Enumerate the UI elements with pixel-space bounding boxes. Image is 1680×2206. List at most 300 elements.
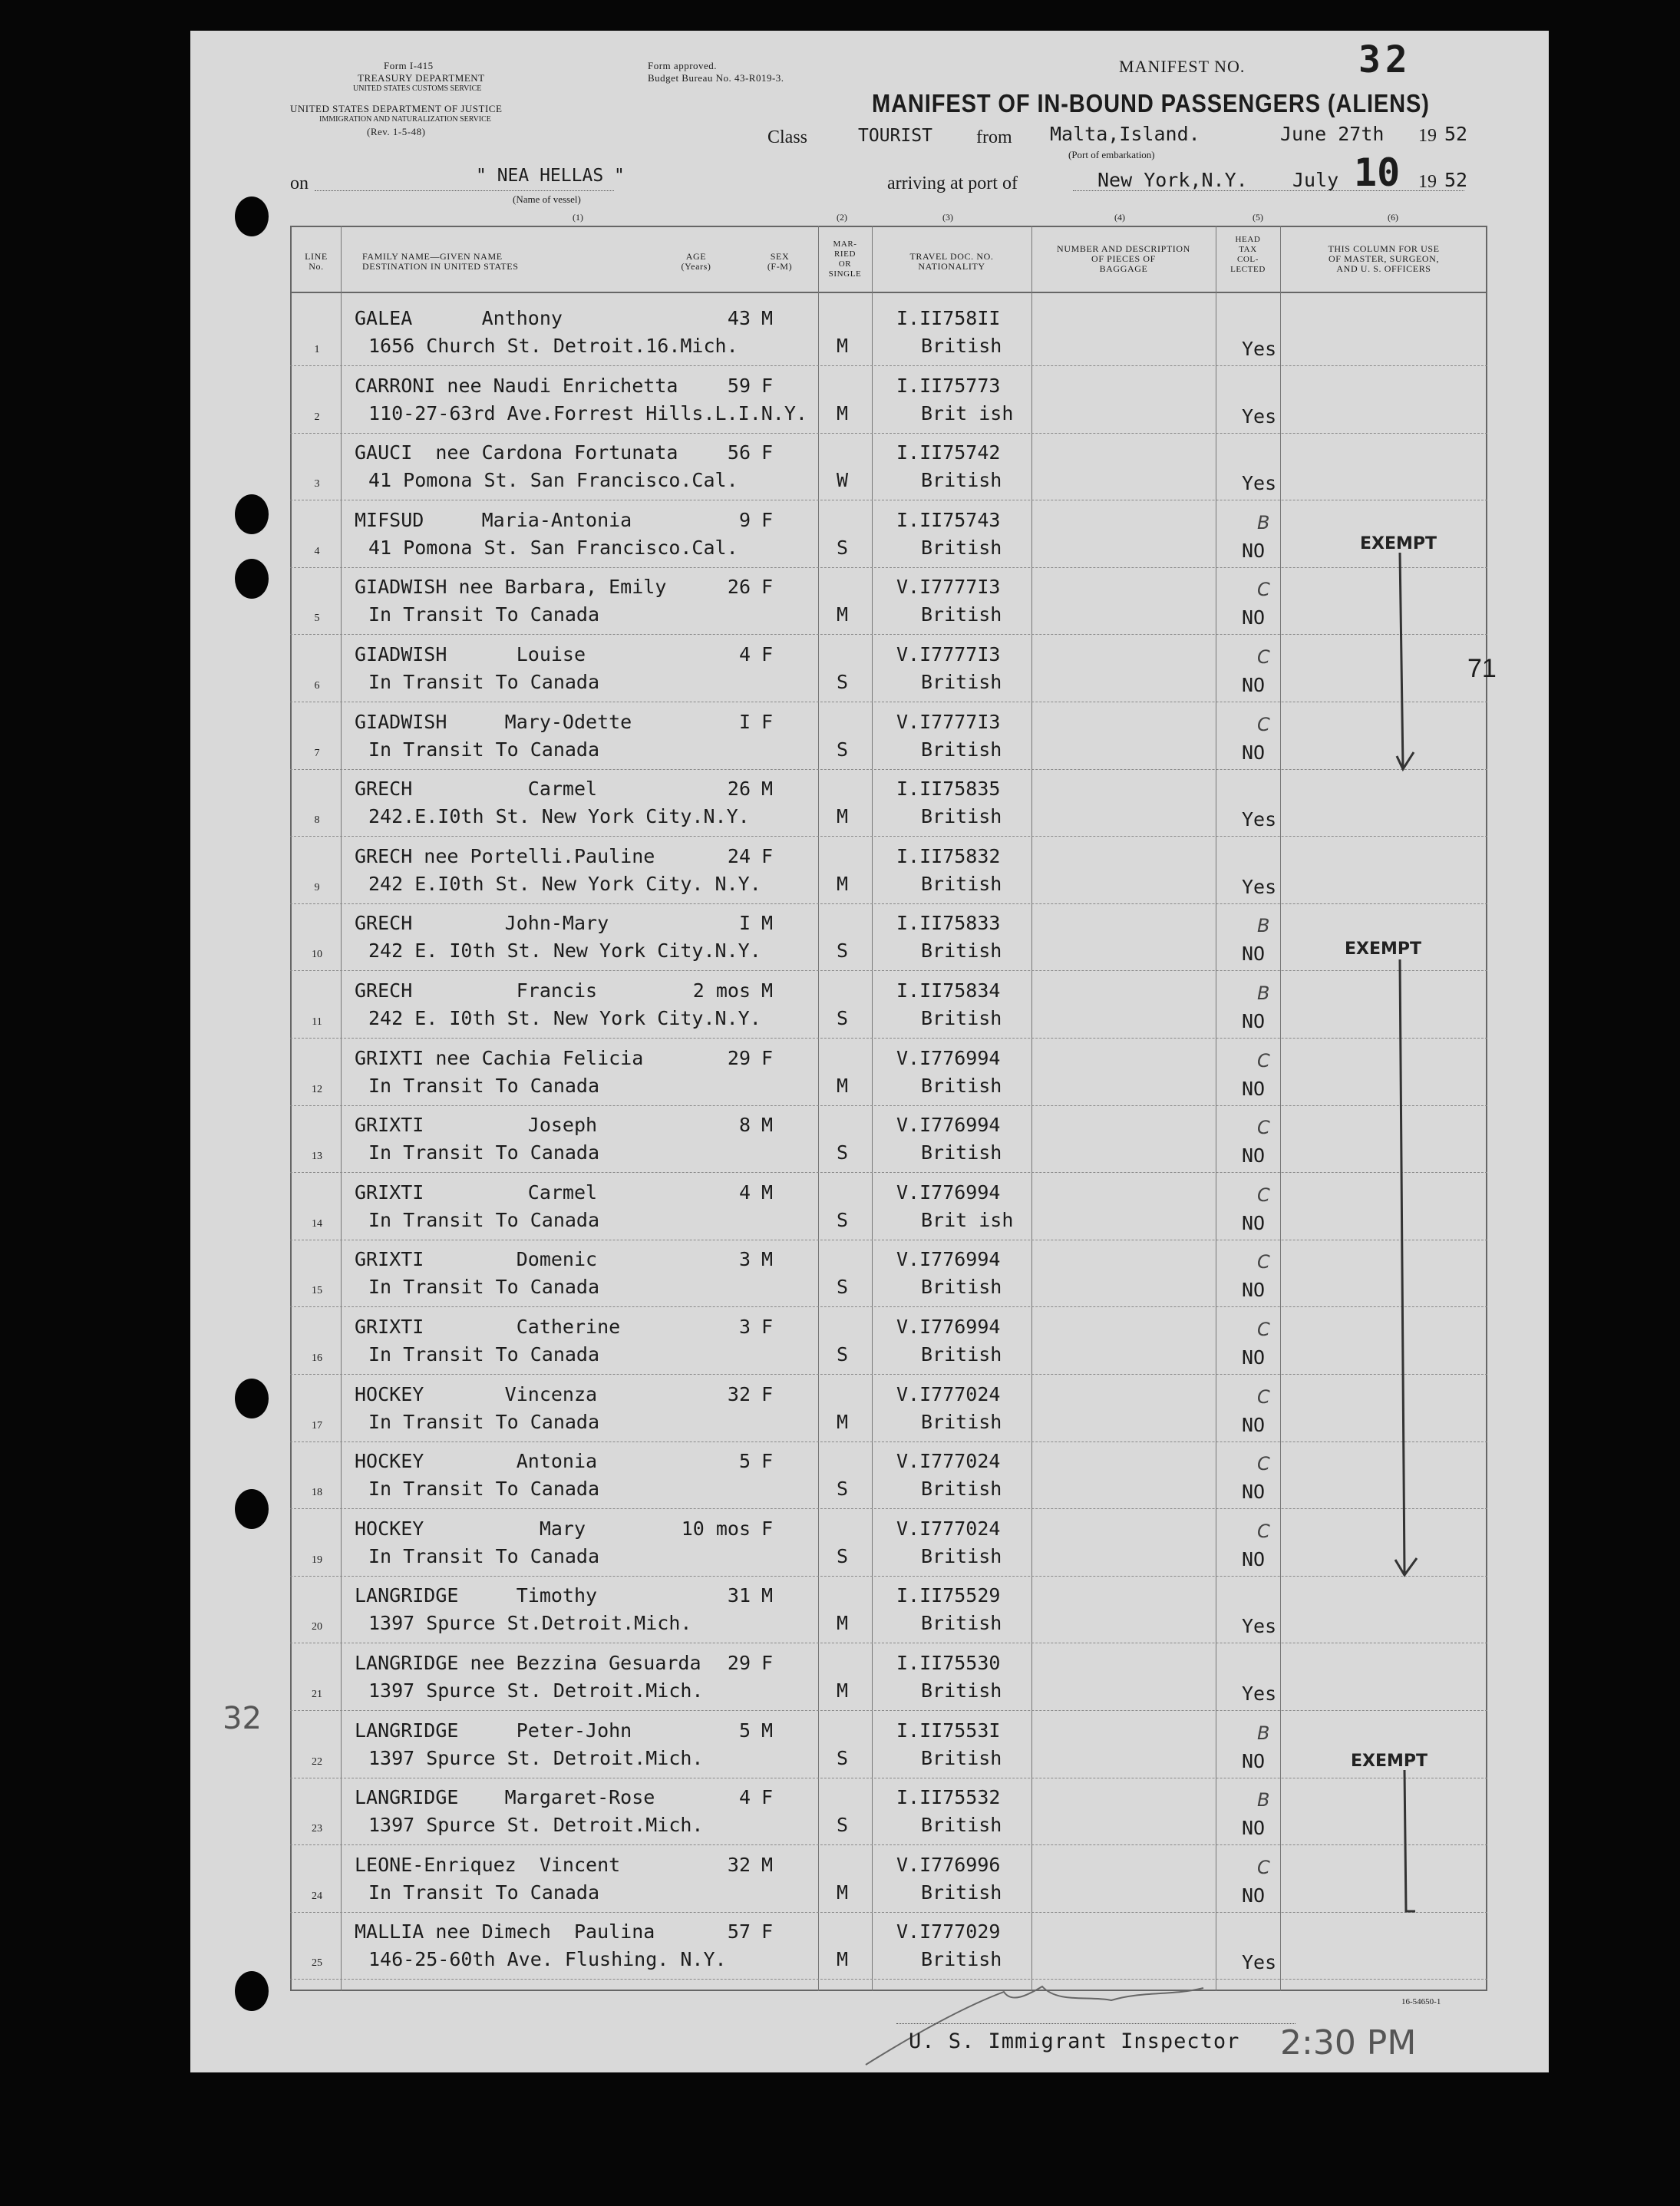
class-label: Class: [767, 127, 808, 147]
marital-status: M: [837, 402, 849, 424]
passenger-destination: 242 E. I0th St. New York City.N.Y.: [368, 1007, 761, 1029]
binder-hole: [235, 1379, 269, 1418]
time-note: 2:30 PM: [1280, 2023, 1417, 2062]
line-number: 24: [312, 1891, 322, 1902]
line-number: 11: [312, 1016, 322, 1028]
printer-code: 16-54650-1: [1401, 1997, 1441, 2006]
travel-doc-no: V.I7777I3: [896, 576, 1001, 598]
line-number: 5: [314, 613, 320, 624]
line-number: 25: [312, 1957, 322, 1969]
marital-status: M: [837, 603, 849, 626]
embarkation-port: Malta,Island.: [1050, 123, 1200, 145]
passenger-age: 24: [727, 845, 751, 867]
binder-hole: [235, 494, 269, 534]
vessel-name: " NEA HELLAS ": [476, 166, 625, 186]
passenger-destination: 242 E.I0th St. New York City. N.Y.: [368, 873, 761, 895]
passenger-name: MIFSUD Maria-Antonia: [355, 509, 632, 531]
column-number-1: (1): [573, 212, 583, 223]
exempt-annotation-2: EXEMPT: [1345, 940, 1422, 959]
nationality: British: [921, 805, 1002, 827]
tax-class-mark: C: [1257, 1857, 1270, 1878]
arrival-year: 52: [1444, 169, 1468, 191]
exempt-annotation-1: EXEMPT: [1360, 534, 1437, 553]
passenger-age: 4: [738, 1181, 751, 1204]
passenger-name: HOCKEY Mary: [355, 1517, 586, 1540]
treasury-department: TREASURY DEPARTMENT: [358, 72, 485, 84]
exempt-annotation-3: EXEMPT: [1351, 1752, 1428, 1771]
passenger-name: MALLIA nee Dimech Paulina: [355, 1920, 655, 1943]
passenger-destination: 146-25-60th Ave. Flushing. N.Y.: [368, 1948, 727, 1970]
passenger-name: GRECH nee Portelli.Pauline: [355, 845, 655, 867]
embarkation-caption: (Port of embarkation): [1068, 149, 1155, 160]
marital-status: M: [837, 873, 849, 895]
form-approved: Form approved.: [648, 60, 718, 71]
marital-status: S: [837, 1007, 849, 1029]
head-tax: NO: [1242, 1078, 1266, 1100]
embarkation-year-prefix: 19: [1418, 126, 1437, 146]
marital-status: S: [837, 1343, 849, 1366]
travel-doc-no: V.I777024: [896, 1383, 1001, 1405]
passenger-sex: M: [761, 1248, 774, 1270]
line-number: 8: [314, 814, 320, 826]
travel-doc-no: V.I776994: [896, 1316, 1001, 1338]
passenger-name: GRECH John-Mary: [355, 912, 609, 934]
passenger-age: 3: [738, 1316, 751, 1338]
passenger-sex: M: [761, 912, 774, 934]
head-tax: NO: [1242, 1414, 1266, 1436]
arrival-day: 10: [1354, 150, 1401, 195]
head-tax: Yes: [1242, 808, 1277, 831]
head-tax: Yes: [1242, 405, 1277, 428]
travel-doc-no: V.I776994: [896, 1181, 1001, 1204]
head-tax: NO: [1242, 1884, 1266, 1907]
travel-doc-no: I.II75834: [896, 979, 1001, 1002]
column-number-4: (4): [1114, 212, 1125, 223]
travel-doc-no: I.II75532: [896, 1786, 1001, 1808]
travel-doc-no: V.I776994: [896, 1248, 1001, 1270]
travel-doc-no: I.II75835: [896, 778, 1001, 800]
line-number: 9: [314, 882, 320, 893]
marital-status: M: [837, 1679, 849, 1702]
passenger-age: 5: [738, 1719, 751, 1742]
travel-doc-no: V.I7777I3: [896, 643, 1001, 665]
passenger-name: LEONE-Enriquez Vincent: [355, 1854, 621, 1876]
nationality: Brit ish: [921, 402, 1014, 424]
head-tax: Yes: [1242, 1615, 1277, 1637]
column-number-2: (2): [837, 212, 847, 223]
arriving-label: arriving at port of: [887, 173, 1018, 193]
binder-hole: [235, 1971, 269, 2011]
passenger-sex: F: [761, 1316, 774, 1338]
passenger-name: HOCKEY Vincenza: [355, 1383, 598, 1405]
margin-note: 32: [223, 1701, 262, 1736]
passenger-name: HOCKEY Antonia: [355, 1450, 598, 1472]
marital-status: S: [837, 1747, 849, 1769]
head-tax: NO: [1242, 1212, 1266, 1234]
marital-status: M: [837, 805, 849, 827]
header-officers: THIS COLUMN FOR USE OF MASTER, SURGEON, AND U. S. OFFICERS: [1328, 243, 1440, 274]
passenger-sex: F: [761, 1786, 774, 1808]
nationality: British: [921, 1679, 1002, 1702]
naturalization-service: IMMIGRATION AND NATURALIZATION SERVICE: [319, 115, 491, 124]
passenger-age: 57: [727, 1920, 751, 1943]
passenger-age: 26: [727, 778, 751, 800]
passenger-name: GRIXTI Joseph: [355, 1114, 598, 1136]
tax-class-mark: C: [1257, 1386, 1270, 1408]
passenger-destination: In Transit To Canada: [368, 671, 600, 693]
passenger-destination: In Transit To Canada: [368, 1545, 600, 1567]
passenger-destination: In Transit To Canada: [368, 1075, 600, 1097]
tax-class-mark: C: [1257, 714, 1270, 735]
passenger-destination: 41 Pomona St. San Francisco.Cal.: [368, 469, 738, 491]
travel-doc-no: V.I776994: [896, 1047, 1001, 1069]
passenger-sex: F: [761, 711, 774, 733]
passenger-age: 43: [727, 307, 751, 329]
nationality: British: [921, 537, 1002, 559]
passenger-age: 29: [727, 1652, 751, 1674]
nationality: British: [921, 1276, 1002, 1298]
line-number: 14: [312, 1218, 322, 1230]
passenger-name: GIADWISH Mary-Odette: [355, 711, 632, 733]
line-number: 13: [312, 1151, 322, 1162]
tax-class-mark: C: [1257, 1453, 1270, 1475]
vessel-caption: (Name of vessel): [513, 193, 581, 205]
marital-status: S: [837, 1545, 849, 1567]
nationality: British: [921, 1545, 1002, 1567]
passenger-sex: M: [761, 979, 774, 1002]
nationality: British: [921, 1948, 1002, 1970]
line-number: 6: [314, 680, 320, 692]
annotation-arrows: [190, 31, 1549, 2072]
passenger-name: CARRONI nee Naudi Enrichetta: [355, 375, 678, 397]
travel-doc-no: I.II75742: [896, 441, 1001, 464]
passenger-sex: F: [761, 441, 774, 464]
passenger-sex: F: [761, 845, 774, 867]
passenger-sex: F: [761, 1517, 774, 1540]
passenger-name: GIADWISH nee Barbara, Emily: [355, 576, 667, 598]
head-tax: Yes: [1242, 876, 1277, 898]
travel-doc-no: I.II75530: [896, 1652, 1001, 1674]
marital-status: M: [837, 335, 849, 357]
passenger-sex: F: [761, 1383, 774, 1405]
head-tax: NO: [1242, 943, 1266, 965]
travel-doc-no: I.II75743: [896, 509, 1001, 531]
passenger-destination: 1397 Spurce St. Detroit.Mich.: [368, 1814, 704, 1836]
nationality: British: [921, 738, 1002, 761]
passenger-age: 32: [727, 1854, 751, 1876]
nationality: British: [921, 1612, 1002, 1634]
passenger-destination: In Transit To Canada: [368, 1209, 600, 1231]
travel-doc-no: I.II75833: [896, 912, 1001, 934]
nationality: British: [921, 873, 1002, 895]
passenger-destination: In Transit To Canada: [368, 1141, 600, 1164]
nationality: British: [921, 671, 1002, 693]
passenger-name: LANGRIDGE Margaret-Rose: [355, 1786, 655, 1808]
passenger-name: GRECH Carmel: [355, 778, 598, 800]
head-tax: NO: [1242, 540, 1266, 562]
binder-hole: [235, 196, 269, 236]
justice-department: UNITED STATES DEPARTMENT OF JUSTICE: [290, 103, 503, 114]
marital-status: M: [837, 1612, 849, 1634]
travel-doc-no: V.I776996: [896, 1854, 1001, 1876]
nationality: British: [921, 335, 1002, 357]
head-tax: NO: [1242, 1144, 1266, 1167]
travel-doc-no: V.I777024: [896, 1450, 1001, 1472]
header-line-no: LINE No.: [305, 251, 328, 272]
travel-doc-no: I.II758II: [896, 307, 1001, 329]
binder-hole: [235, 559, 269, 599]
head-tax: NO: [1242, 1279, 1266, 1301]
head-tax: NO: [1242, 674, 1266, 696]
passenger-name: GAUCI nee Cardona Fortunata: [355, 441, 678, 464]
passenger-age: 3: [738, 1248, 751, 1270]
passenger-name: GRIXTI Domenic: [355, 1248, 598, 1270]
head-tax: NO: [1242, 1010, 1266, 1032]
head-tax: Yes: [1242, 338, 1277, 360]
tax-class-mark: C: [1257, 1251, 1270, 1273]
tax-class-mark: C: [1257, 646, 1270, 668]
passenger-age: 31: [727, 1584, 751, 1607]
tax-class-mark: C: [1257, 1319, 1270, 1340]
passenger-age: 8: [738, 1114, 751, 1136]
passenger-age: 26: [727, 576, 751, 598]
passenger-destination: In Transit To Canada: [368, 1276, 600, 1298]
manifest-sheet: [190, 31, 1549, 2072]
nationality: British: [921, 603, 1002, 626]
marital-status: S: [837, 738, 849, 761]
passenger-age: 4: [738, 1786, 751, 1808]
passenger-name: GRIXTI nee Cachia Felicia: [355, 1047, 644, 1069]
travel-doc-no: I.II75832: [896, 845, 1001, 867]
passenger-sex: F: [761, 375, 774, 397]
line-number: 17: [312, 1420, 322, 1432]
line-number: 4: [314, 546, 320, 557]
head-tax: NO: [1242, 606, 1266, 629]
passenger-sex: F: [761, 1652, 774, 1674]
passenger-destination: In Transit To Canada: [368, 1881, 600, 1904]
line-number: 12: [312, 1084, 322, 1095]
line-number: 19: [312, 1554, 322, 1566]
marital-status: M: [837, 1411, 849, 1433]
passenger-sex: F: [761, 576, 774, 598]
nationality: British: [921, 1411, 1002, 1433]
tax-class-mark: C: [1257, 579, 1270, 600]
passenger-destination: In Transit To Canada: [368, 1411, 600, 1433]
tax-class-mark: B: [1257, 915, 1270, 936]
line-number: 3: [314, 478, 320, 490]
line-number: 18: [312, 1487, 322, 1498]
line-number: 2: [314, 411, 320, 423]
passenger-sex: F: [761, 1450, 774, 1472]
passenger-destination: In Transit To Canada: [368, 1478, 600, 1500]
head-tax: NO: [1242, 1346, 1266, 1369]
arrival-year-prefix: 19: [1418, 172, 1437, 192]
marital-status: S: [837, 1814, 849, 1836]
passenger-name: LANGRIDGE nee Bezzina Gesuarda: [355, 1652, 701, 1674]
marital-status: S: [837, 940, 849, 962]
passenger-destination: 1397 Spurce St. Detroit.Mich.: [368, 1747, 704, 1769]
nationality: British: [921, 1141, 1002, 1164]
nationality: British: [921, 1814, 1002, 1836]
passenger-name: LANGRIDGE Timothy: [355, 1584, 598, 1607]
passenger-name: LANGRIDGE Peter-John: [355, 1719, 632, 1742]
marital-status: S: [837, 1276, 849, 1298]
head-tax: Yes: [1242, 472, 1277, 494]
header-sex: SEX (F-M): [767, 251, 793, 272]
embarkation-year: 52: [1444, 123, 1468, 145]
nationality: British: [921, 469, 1002, 491]
passenger-destination: In Transit To Canada: [368, 1343, 600, 1366]
head-tax: Yes: [1242, 1683, 1277, 1705]
nationality: British: [921, 1007, 1002, 1029]
head-tax: Yes: [1242, 1951, 1277, 1973]
tax-class-mark: B: [1257, 512, 1270, 533]
passenger-age: I: [738, 912, 751, 934]
passenger-sex: F: [761, 1920, 774, 1943]
marital-status: S: [837, 1209, 849, 1231]
line-number: 15: [312, 1285, 322, 1296]
manifest-title: MANIFEST OF IN-BOUND PASSENGERS (ALIENS): [872, 89, 1430, 117]
passenger-age: 2 mos: [692, 979, 751, 1002]
marital-status: S: [837, 537, 849, 559]
passenger-age: 59: [727, 375, 751, 397]
passenger-sex: M: [761, 1181, 774, 1204]
from-label: from: [976, 127, 1012, 147]
passenger-name: GRIXTI Catherine: [355, 1316, 621, 1338]
passenger-age: I: [738, 711, 751, 733]
passenger-sex: F: [761, 509, 774, 531]
inspector-signature-line: U. S. Immigrant Inspector: [909, 2029, 1240, 2053]
passenger-sex: M: [761, 1584, 774, 1607]
nationality: British: [921, 940, 1002, 962]
passenger-destination: In Transit To Canada: [368, 603, 600, 626]
marital-status: S: [837, 1478, 849, 1500]
nationality: British: [921, 1747, 1002, 1769]
nationality: British: [921, 1881, 1002, 1904]
passenger-destination: 242 E. I0th St. New York City.N.Y.: [368, 940, 761, 962]
passenger-destination: 1397 Spurce St.Detroit.Mich.: [368, 1612, 692, 1634]
arrival-month: July: [1292, 169, 1339, 191]
head-tax: NO: [1242, 741, 1266, 764]
marital-status: M: [837, 1881, 849, 1904]
travel-doc-no: I.II7553I: [896, 1719, 1001, 1742]
marital-status: S: [837, 1141, 849, 1164]
head-tax: NO: [1242, 1481, 1266, 1503]
header-age: AGE (Years): [681, 251, 711, 272]
line-number: 21: [312, 1689, 322, 1700]
customs-service: UNITED STATES CUSTOMS SERVICE: [353, 84, 482, 93]
passenger-name: GRIXTI Carmel: [355, 1181, 598, 1204]
travel-doc-no: V.I777029: [896, 1920, 1001, 1943]
passenger-age: 10 mos: [681, 1517, 751, 1540]
class-value: TOURIST: [858, 126, 932, 146]
header-married-single: MAR- RIED OR SINGLE: [828, 239, 862, 279]
tax-class-mark: B: [1257, 982, 1270, 1004]
tax-class-mark: C: [1257, 1050, 1270, 1072]
tax-class-mark: B: [1257, 1789, 1270, 1811]
nationality: British: [921, 1478, 1002, 1500]
line-number: 20: [312, 1621, 322, 1633]
form-revision: (Rev. 1-5-48): [367, 126, 426, 137]
passenger-destination: 1656 Church St. Detroit.16.Mich.: [368, 335, 738, 357]
header-name-destination: FAMILY NAME—GIVEN NAME DESTINATION IN UNITED STATES: [362, 251, 519, 272]
passenger-age: 4: [738, 643, 751, 665]
passenger-sex: M: [761, 1719, 774, 1742]
line-number: 10: [312, 949, 322, 960]
travel-doc-no: I.II75529: [896, 1584, 1001, 1607]
tax-class-mark: C: [1257, 1117, 1270, 1138]
head-tax: NO: [1242, 1548, 1266, 1570]
travel-doc-no: V.I776994: [896, 1114, 1001, 1136]
marital-status: W: [837, 469, 849, 491]
passenger-name: GRECH Francis: [355, 979, 598, 1002]
line-number: 23: [312, 1823, 322, 1834]
manifest-no-label: MANIFEST NO.: [1119, 57, 1246, 76]
head-tax: NO: [1242, 1750, 1266, 1772]
tax-class-mark: C: [1257, 1184, 1270, 1206]
passenger-name: GALEA Anthony: [355, 307, 563, 329]
passenger-count-note: 71: [1467, 654, 1497, 683]
form-number: Form I-415: [384, 60, 434, 71]
marital-status: S: [837, 671, 849, 693]
column-number-6: (6): [1388, 212, 1398, 223]
passenger-age: 5: [738, 1450, 751, 1472]
line-number: 1: [314, 344, 320, 355]
passenger-sex: M: [761, 778, 774, 800]
passenger-name: GIADWISH Louise: [355, 643, 586, 665]
passenger-destination: In Transit To Canada: [368, 738, 600, 761]
budget-bureau: Budget Bureau No. 43-R019-3.: [648, 72, 784, 84]
nationality: Brit ish: [921, 1209, 1014, 1231]
passenger-sex: F: [761, 643, 774, 665]
nationality: British: [921, 1075, 1002, 1097]
passenger-age: 9: [738, 509, 751, 531]
passenger-sex: M: [761, 1854, 774, 1876]
travel-doc-no: V.I7777I3: [896, 711, 1001, 733]
head-tax: NO: [1242, 1817, 1266, 1839]
line-number: 7: [314, 748, 320, 759]
column-number-5: (5): [1253, 212, 1263, 223]
header-travel-doc: TRAVEL DOC. NO. NATIONALITY: [909, 251, 994, 272]
marital-status: M: [837, 1948, 849, 1970]
travel-doc-no: I.II75773: [896, 375, 1001, 397]
passenger-destination: 242.E.I0th St. New York City.N.Y.: [368, 805, 750, 827]
embarkation-date: June 27th: [1280, 123, 1385, 145]
column-number-3: (3): [942, 212, 953, 223]
passenger-destination: 1397 Spurce St. Detroit.Mich.: [368, 1679, 704, 1702]
tax-class-mark: C: [1257, 1521, 1270, 1542]
travel-doc-no: V.I777024: [896, 1517, 1001, 1540]
header-baggage: NUMBER AND DESCRIPTION OF PIECES OF BAGGAGE: [1057, 243, 1190, 274]
line-number: 16: [312, 1352, 322, 1364]
passenger-destination: 41 Pomona St. San Francisco.Cal.: [368, 537, 738, 559]
nationality: British: [921, 1343, 1002, 1366]
passenger-sex: M: [761, 307, 774, 329]
passenger-destination: 110-27-63rd Ave.Forrest Hills.L.I.N.Y.: [368, 402, 807, 424]
arrival-port: New York,N.Y.: [1097, 169, 1248, 191]
passenger-sex: M: [761, 1114, 774, 1136]
passenger-age: 29: [727, 1047, 751, 1069]
binder-hole: [235, 1489, 269, 1529]
passenger-age: 56: [727, 441, 751, 464]
on-label: on: [290, 173, 309, 193]
passenger-sex: F: [761, 1047, 774, 1069]
passenger-age: 32: [727, 1383, 751, 1405]
header-head-tax: HEAD TAX COL- LECTED: [1230, 235, 1266, 274]
tax-class-mark: B: [1257, 1722, 1270, 1744]
marital-status: M: [837, 1075, 849, 1097]
line-number: 22: [312, 1756, 322, 1768]
